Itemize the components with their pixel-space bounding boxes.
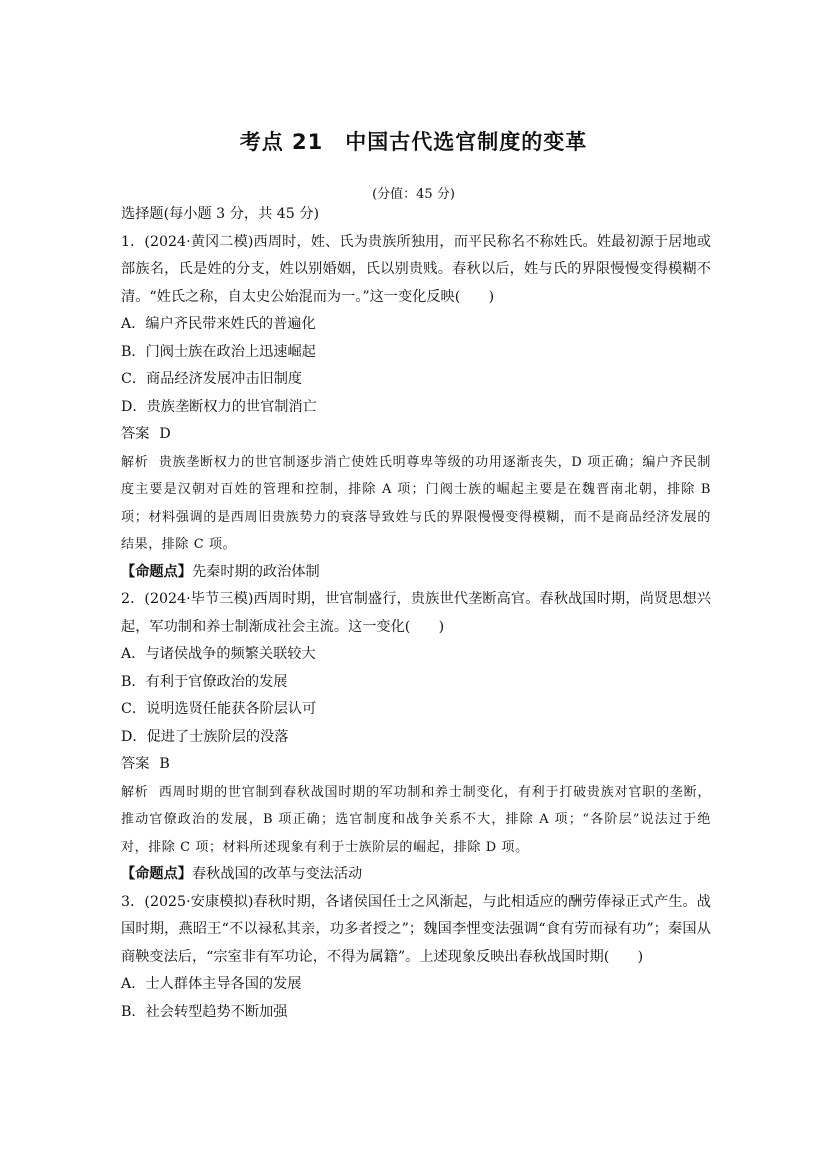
answer-label: 答案: [121, 756, 150, 772]
question-section: [121, 201, 711, 1026]
option-d: D．促进了士族阶层的没落: [121, 728, 289, 745]
answer-label: 答案: [121, 426, 150, 442]
topic-text: 先秦时期的政治体制: [191, 563, 320, 580]
answer-value: D: [159, 426, 171, 442]
option-d: D．贵族垄断权力的世官制消亡: [121, 398, 317, 415]
option-c: C．说明选贤任能获各阶层认可: [121, 701, 317, 717]
analysis-row: [121, 449, 711, 559]
analysis-row: [121, 779, 711, 862]
option-b: B．有利于官僚政治的发展: [121, 673, 288, 690]
option-b: B．门阀士族在政治上迅速崛起: [121, 343, 316, 360]
score-note: (分值：45 分): [372, 187, 455, 202]
topic-text: 春秋战国的改革与变法活动: [191, 866, 363, 882]
question-3: [121, 889, 711, 1027]
analysis-text: 西周时期的世官制到春秋战国时期的军功制和养士制变化，有利于打破贵族对官职的垄断，推动官僚政治的发展，B 项正确；选官制度和战争关系不大，排除 A 项；“各阶层”说法过于绝对，排除 C 项；材料所述现象有利于士族阶层的崛起，排除 D 项。: [121, 784, 711, 855]
question-stem: 2．(2024·毕节三模)西周时期，世官制盛行，贵族世代垄断高官。春秋战国时期，尚贤思想兴起，军功制和养士制渐成社会主流。这一变化( ): [121, 591, 711, 635]
topic-row: [121, 559, 711, 587]
analysis-label: 解析: [121, 454, 149, 470]
topic-tag: 【命题点】: [121, 563, 192, 580]
answer-value: B: [159, 756, 170, 772]
option-a: A．士人群体主导各国的发展: [121, 976, 302, 992]
page-title: 考点 21 中国古代选官制度的变革: [239, 130, 588, 154]
answer-row: [121, 421, 711, 449]
question-1: [121, 229, 711, 587]
section-heading: 选择题(每小题 3 分，共 45 分): [121, 206, 320, 222]
answer-row: [121, 751, 711, 779]
question-2: [121, 586, 711, 889]
option-b: B．社会转型趋势不断加强: [121, 1003, 288, 1020]
question-stem: 1．(2024·黄冈二模)西周时，姓、氏为贵族所独用，而平民称名不称姓氏。姓最初源于居地或部族名，氏是姓的分支，姓以别婚姻，氏以别贵贱。春秋以后，姓与氏的界限慢慢变得模糊不清。“姓氏之称，自太史公始混而为一。”这一变化反映( ): [121, 233, 711, 305]
analysis-label: 解析: [121, 784, 149, 800]
topic-tag: 【命题点】: [121, 866, 192, 882]
option-c: C．商品经济发展冲击旧制度: [121, 371, 303, 387]
question-stem: 3．(2025·安康模拟)春秋时期，各诸侯国任士之风渐起，与此相适应的酬劳俸禄正式产生。战国时期，燕昭王“不以禄私其亲，功多者授之”；魏国李悝变法强调“食有劳而禄有功”；秦国从商鞅变法后，“宗室非有军功论，不得为属籍”。上述现象反映出春秋战国时期( ): [121, 893, 711, 965]
option-a: A．编户齐民带来姓氏的普遍化: [121, 316, 316, 332]
topic-row: [121, 861, 711, 889]
option-a: A．与诸侯战争的频繁关联较大: [121, 646, 316, 662]
analysis-text: 贵族垄断权力的世官制逐步消亡使姓氏明尊卑等级的功用逐渐丧失，D 项正确；编户齐民制度主要是汉朝对百姓的管理和控制，排除 A 项；门阀士族的崛起主要是在魏晋南北朝，排除 B 项；材料强调的是西周旧贵族势力的衰落导致姓与氏的界限慢慢变得模糊，而不是商品经济发展的结果，排除 C 项。: [121, 454, 712, 552]
